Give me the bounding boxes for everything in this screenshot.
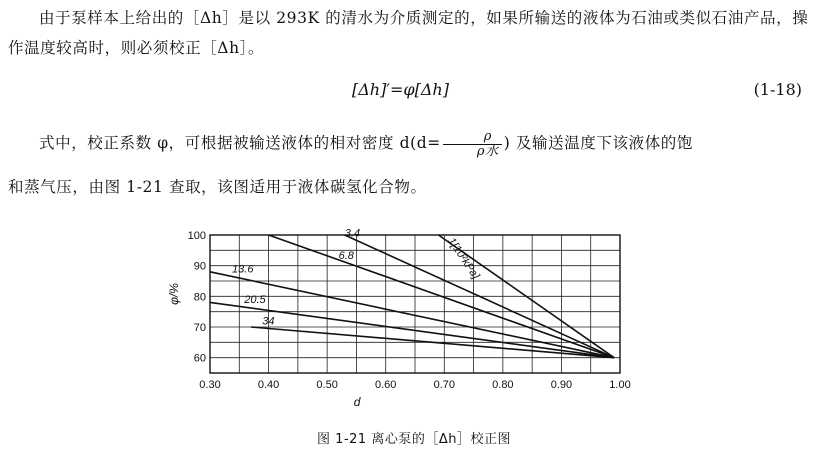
y-tick-label: 60 (193, 352, 206, 365)
x-tick-label: 0.50 (316, 379, 338, 391)
x-tick-label: 0.60 (375, 379, 397, 391)
equation-line (0, 80, 828, 106)
x-axis-label: d (353, 395, 361, 409)
y-axis-label: φ/% (167, 283, 181, 305)
x-tick-label: 0.80 (492, 379, 514, 391)
series-label: 13.6 (232, 263, 254, 276)
fraction-denominator: ρ水 (476, 143, 499, 159)
x-tick-label: 0.40 (257, 379, 280, 391)
series-label: 1[10²kPa] (445, 235, 482, 282)
equation-number: (1-18) (753, 80, 802, 99)
coefficient-paragraph-continued: 和蒸气压，由图 1-21 查取，该图适用于液体碳氢化合物。 (8, 178, 427, 196)
x-tick-label: 1.00 (609, 379, 631, 391)
density-fraction (443, 130, 502, 159)
x-tick-label: 0.90 (550, 379, 573, 391)
y-tick-label: 80 (193, 291, 206, 304)
series-label: 6.8 (338, 249, 354, 262)
coefficient-paragraph (8, 128, 818, 159)
correction-chart (155, 225, 675, 425)
equation: [Δh]′=φ[Δh] (352, 80, 449, 99)
y-tick-label: 100 (187, 230, 206, 242)
series-lines (210, 228, 614, 358)
x-tick-label: 0.70 (433, 379, 455, 391)
paragraph-text: ) 及输送温度下该液体的饱 (503, 134, 694, 152)
figure-caption: 图 1-21 离心泵的［Δh］校正图 (317, 432, 511, 447)
intro-paragraph: 由于泵样本上给出的［Δh］是以 293K 的清水为介质测定的，如果所输送的液体为石油或类似石油产品，操作温度较高时，则必须校正［Δh］。 (8, 9, 809, 57)
fraction-numerator: ρ (443, 130, 502, 145)
series-label: 20.5 (244, 294, 266, 307)
x-tick-label: 0.30 (199, 379, 221, 391)
series-label: 34 (262, 315, 275, 328)
y-tick-label: 90 (193, 260, 206, 273)
series-label: 3.4 (344, 227, 361, 240)
y-tick-label: 70 (193, 322, 206, 334)
paragraph-text: 式中，校正系数 φ，可根据被输送液体的相对密度 d(d= (39, 134, 441, 152)
